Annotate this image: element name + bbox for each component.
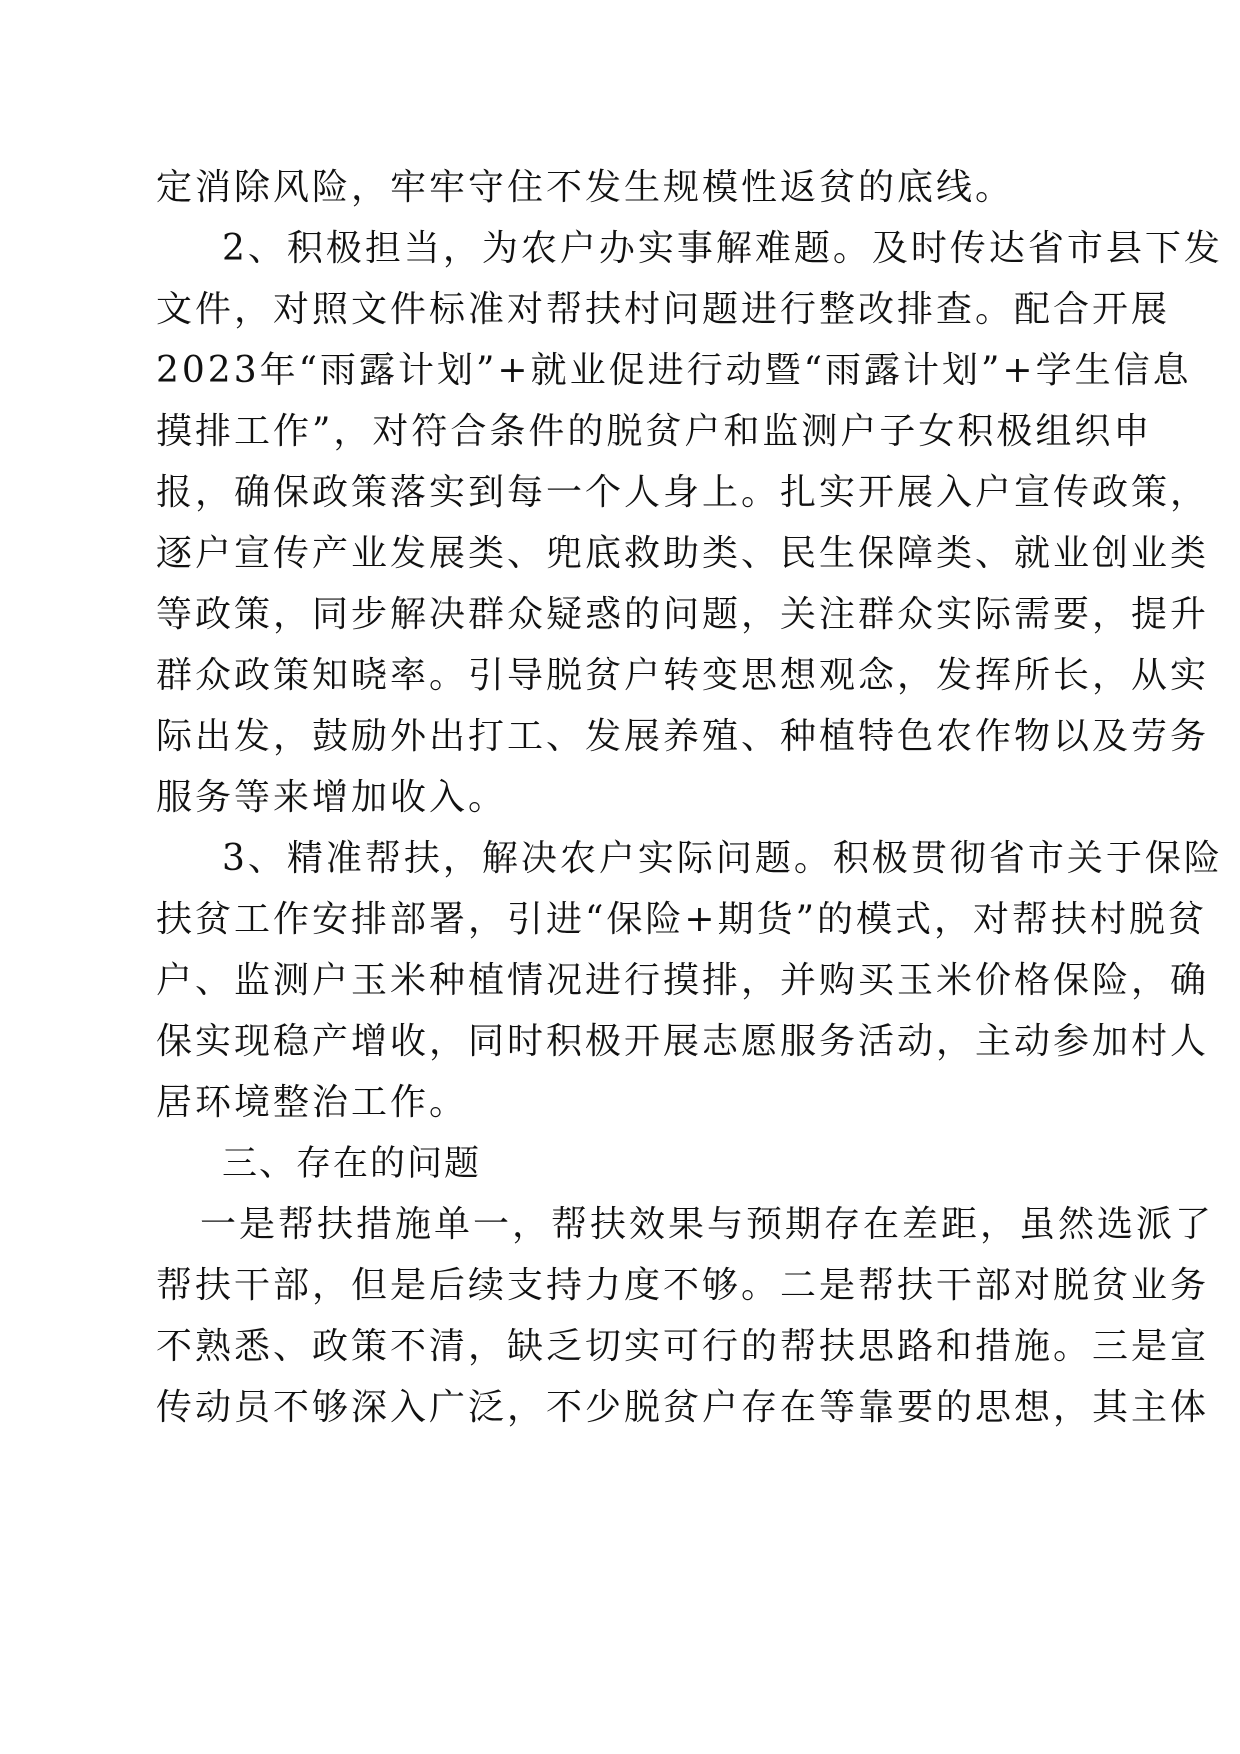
paragraph-start-line: 3、精准帮扶，解决农户实际问题。积极贯彻省市关于保险 <box>222 838 1223 879</box>
text-line: 文件，对照文件标准对帮扶村问题进行整改排查。配合开展 <box>156 289 1171 330</box>
text-line: 不熟悉、政策不清，缺乏切实可行的帮扶思路和措施。三是宣 <box>156 1326 1210 1367</box>
text-line: 扶贫工作安排部署，引进“保险+期货”的模式，对帮扶村脱贫 <box>156 899 1207 940</box>
text-line: 帮扶干部，但是后续支持力度不够。二是帮扶干部对脱贫业务 <box>156 1265 1210 1306</box>
text-line: 定消除风险，牢牢守住不发生规模性返贫的底线。 <box>156 167 1015 208</box>
text-line: 保实现稳产增收，同时积极开展志愿服务活动，主动参加村人 <box>156 1021 1210 1062</box>
text-line: 传动员不够深入广泛，不少脱贫户存在等靠要的思想，其主体 <box>156 1387 1210 1428</box>
section-heading: 三、存在的问题 <box>222 1144 482 1184</box>
text-line: 群众政策知晓率。引导脱贫户转变思想观念，发挥所长，从实 <box>156 655 1210 696</box>
text-line: 报，确保政策落实到每一个人身上。扎实开展入户宣传政策， <box>156 472 1210 513</box>
text-line: 服务等来增加收入。 <box>156 777 508 818</box>
text-line: 户、监测户玉米种植情况进行摸排，并购买玉米价格保险，确 <box>156 960 1210 1001</box>
text-line: 摸排工作”，对符合条件的脱贫户和监测户子女积极组织申 <box>156 411 1153 452</box>
text-line: 际出发，鼓励外出打工、发展养殖、种植特色农作物以及劳务 <box>156 716 1210 757</box>
text-line: 居环境整治工作。 <box>156 1082 469 1123</box>
text-line: 逐户宣传产业发展类、兜底救助类、民生保障类、就业创业类 <box>156 533 1210 574</box>
text-line: 等政策，同步解决群众疑惑的问题，关注群众实际需要，提升 <box>156 594 1210 635</box>
paragraph-start-line: 一是帮扶措施单一，帮扶效果与预期存在差距，虽然选派了 <box>200 1204 1215 1245</box>
text-line: 2023年“雨露计划”+就业促进行动暨“雨露计划”+学生信息 <box>156 350 1192 391</box>
paragraph-start-line: 2、积极担当，为农户办实事解难题。及时传达省市县下发 <box>222 228 1223 269</box>
